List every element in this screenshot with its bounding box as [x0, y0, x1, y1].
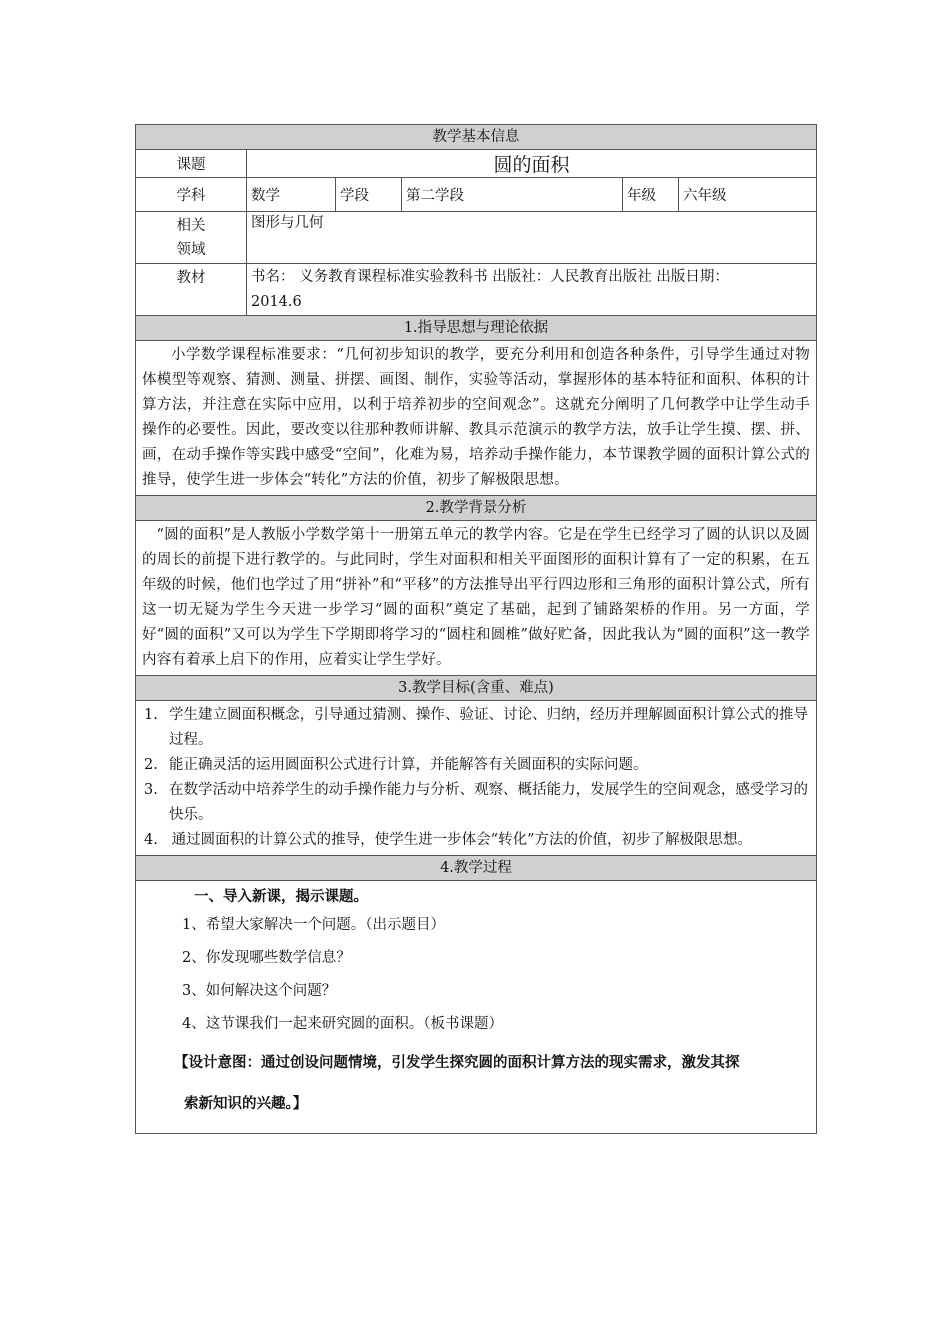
topic-label: 课题: [136, 150, 247, 178]
section4-row: [136, 881, 817, 1134]
topic-row: [136, 150, 817, 178]
subject-row: [136, 178, 817, 212]
material-line2: 2014.6: [251, 294, 302, 310]
section1-header: 1.指导思想与理论依据: [136, 316, 817, 341]
design-intent-line1: 【设计意图：通过创设问题情境，引发学生探究圆的面积计算方法的现实需求，激发其探: [174, 1054, 740, 1071]
domain-row: [136, 212, 817, 264]
domain-label-line2: 领域: [176, 242, 206, 258]
section2-header-row: [136, 496, 817, 521]
objective-text: 学生建立圆面积概念，引导通过猜测、操作、验证、讨论、归纳，经历并理解圆面积计算公式的推导过程。: [169, 707, 808, 748]
process-step: 4、这节课我们一起来研究圆的面积。（板书课题）: [182, 1016, 503, 1032]
domain-value: 图形与几何: [247, 212, 817, 264]
section2-text: “圆的面积”是人教版小学数学第十一册第五单元的教学内容。它是在学生已经学习了圆的认识以及圆的周长的前提下进行教学的。与此同时，学生对面积和相关平面图形的面积计算有了一定的积累，在五年级的时候，他们也学过了用“拼补”和“平移”的方法推导出平行四边形和三角形的面积计算公式，所有这一切无疑为学生今天进一步学习“圆的面积”奠定了基础，起到了铺路架桥的作用。另一方面，学好“圆的面积”又可以为学生下学期即将学习的“圆柱和圆椎”做好贮备，因此我认为“圆的面积”这一教学内容有着承上启下的作用，应着实让学生学好。: [136, 521, 817, 676]
objective-item: [144, 753, 808, 778]
domain-label: [136, 212, 247, 264]
section1-text: 小学数学课程标准要求：“几何初步知识的教学，要充分利用和创造各种条件，引导学生通过对物体模型等观察、猜测、测量、拼摆、画图、制作，实验等活动，掌握形体的基本特征和面积、体积的计算方法，并注意在实际中应用，以利于培养初步的空间观念”。这就充分阐明了几何教学中让学生动手操作的必要性。因此，要改变以往那种教师讲解、教具示范演示的教学方法，放手让学生摸、摆、拼、画，在动手操作等实践中感受“空间”，化难为易，培养动手操作能力，本节课教学圆的面积计算公式的推导，使学生进一步体会“转化”方法的价值，初步了解极限思想。: [136, 341, 817, 496]
topic-value: 圆的面积: [247, 150, 817, 178]
domain-label-line1: 相关: [176, 218, 206, 234]
section4-header-row: [136, 856, 817, 881]
objective-number: 1.: [144, 707, 158, 723]
section2-header: 2.教学背景分析: [136, 496, 817, 521]
section2-row: [136, 521, 817, 676]
process-step: 1、希望大家解决一个问题。（出示题目）: [182, 917, 445, 933]
subject-value: 数学: [247, 178, 336, 212]
basic-info-header-row: [136, 125, 817, 150]
material-line1: 书名： 义务教育课程标准实验教科书 出版社：人民教育出版社 出版日期：: [251, 269, 729, 285]
section4-header: 4.教学过程: [136, 856, 817, 881]
section3-row: [136, 701, 817, 856]
section3-header: 3.教学目标(含重、难点): [136, 676, 817, 701]
objective-text: 能正确灵活的运用圆面积公式进行计算，并能解答有关圆面积的实际问题。: [169, 757, 648, 773]
basic-info-header: 教学基本信息: [136, 125, 817, 150]
process-step: 2、你发现哪些数学信息？: [182, 950, 351, 966]
objectives-list: [136, 701, 817, 856]
subject-label: 学科: [136, 178, 247, 212]
grade-label: 年级: [623, 178, 679, 212]
material-row: [136, 264, 817, 316]
section1-header-row: [136, 316, 817, 341]
process-heading: 一、导入新课，揭示课题。: [194, 888, 368, 905]
objective-item: [144, 703, 808, 753]
objective-text: 在数学活动中培养学生的动手操作能力与分析、观察、概括能力，发展学生的空间观念，感受学习的快乐。: [169, 782, 808, 823]
objective-item: [144, 778, 808, 828]
design-intent-line2: 索新知识的兴趣。】: [184, 1095, 308, 1112]
section1-row: [136, 341, 817, 496]
grade-value: 六年级: [679, 178, 817, 212]
section3-header-row: [136, 676, 817, 701]
material-label: 教材: [136, 264, 247, 316]
objective-number: 3.: [144, 782, 158, 798]
stage-value: 第二学段: [402, 178, 623, 212]
objective-number: 2.: [144, 757, 158, 773]
process-content: [136, 881, 817, 1134]
lesson-plan-table: [135, 124, 817, 1134]
process-step: 3、如何解决这个问题？: [182, 983, 337, 999]
material-value: [247, 264, 817, 316]
objective-item-4: 4. 通过圆面积的计算公式的推导，使学生进一步体会“转化”方法的价值，初步了解极限思想。: [144, 832, 752, 848]
stage-label: 学段: [336, 178, 402, 212]
